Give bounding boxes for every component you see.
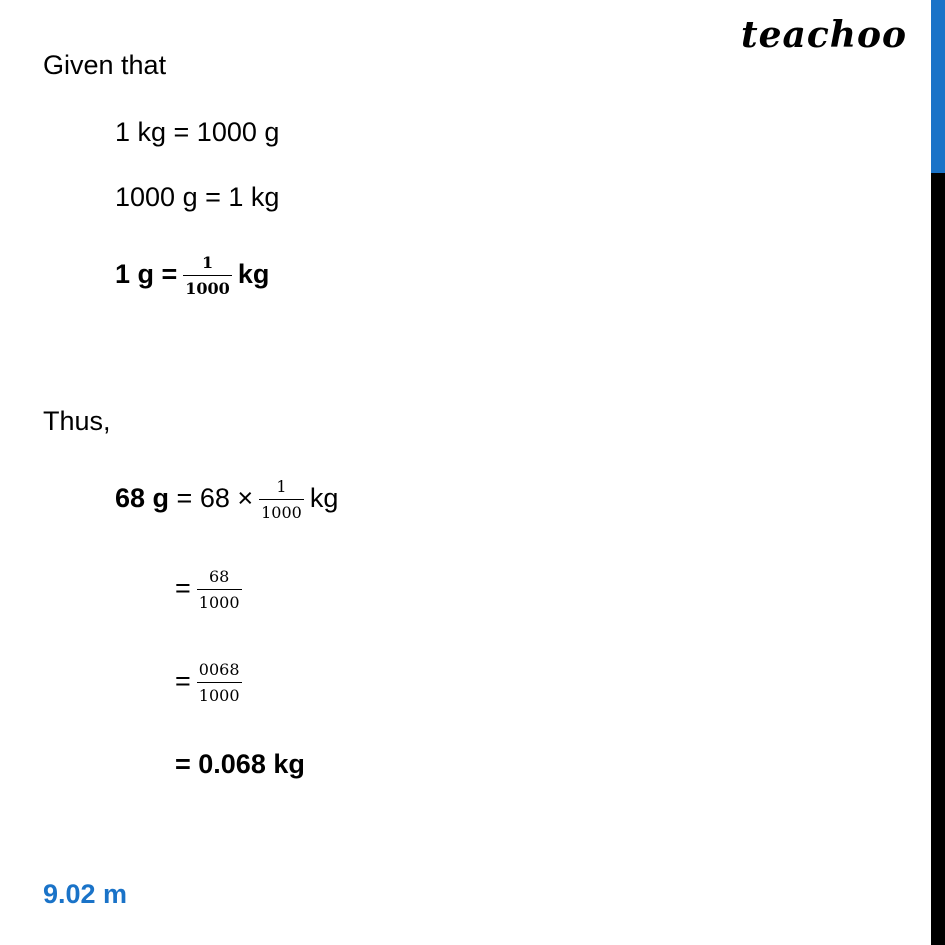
fraction-numerator: 1 (183, 253, 232, 276)
step-1-mid: = 68 × (176, 482, 254, 513)
step-2 (175, 567, 248, 612)
given-line-3-unit: kg (237, 258, 270, 289)
step-2-eq: = (175, 572, 191, 603)
given-line-1: 1 kg = 1000 g (115, 117, 280, 147)
step-1 (115, 477, 338, 522)
fraction-numerator: 68 (197, 567, 242, 590)
fraction-numerator: 1 (259, 477, 304, 500)
fraction-numerator: 0068 (197, 660, 242, 683)
given-heading: Given that (43, 50, 167, 80)
given-line-3 (115, 253, 269, 298)
fraction-1-over-1000 (183, 253, 232, 298)
fraction-denominator: 1000 (198, 686, 240, 706)
given-line-3-lhs: 1 g = (115, 258, 178, 289)
fraction-denominator: 1000 (198, 593, 240, 613)
step-3-eq: = (175, 665, 191, 696)
step-1-unit: kg (309, 482, 339, 513)
thus-heading: Thus, (43, 406, 111, 436)
step-3 (175, 660, 248, 705)
step-1-lhs: 68 g (115, 482, 170, 513)
step-1-fraction (259, 477, 304, 522)
given-line-2: 1000 g = 1 kg (115, 182, 280, 212)
result: = 0.068 kg (175, 749, 305, 779)
step-3-fraction (197, 660, 242, 705)
scroll-indicator (931, 0, 945, 173)
next-part-heading: 9.02 m (43, 879, 128, 909)
teachoo-logo: teachoo (741, 14, 907, 56)
fraction-denominator: 1000 (261, 503, 302, 523)
step-2-fraction (197, 567, 242, 612)
fraction-denominator: 1000 (185, 279, 230, 299)
